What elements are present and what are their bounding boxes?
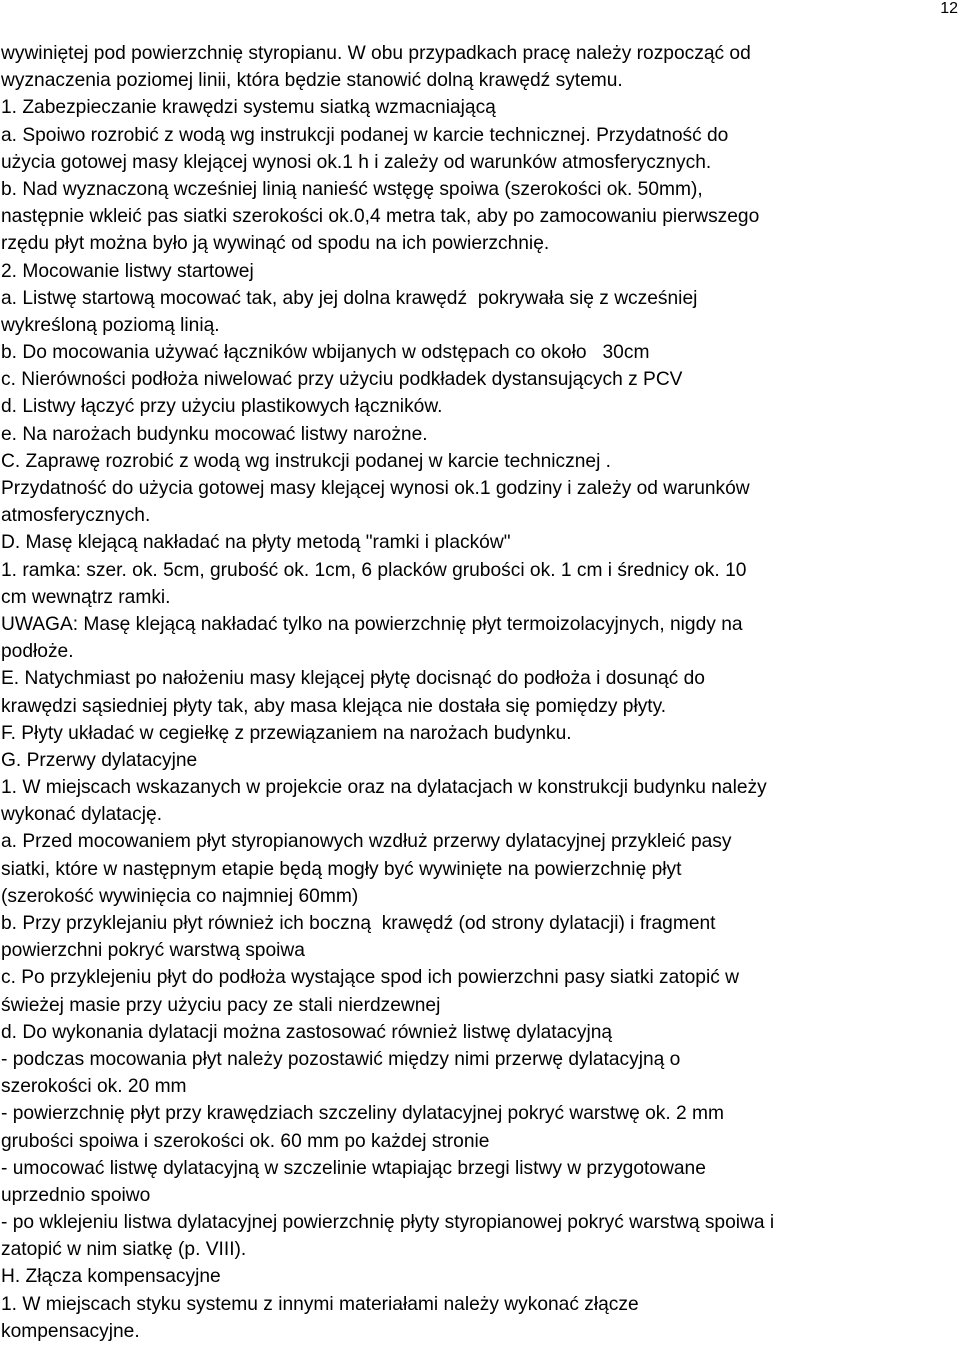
text-line: cm wewnątrz ramki. [1,586,171,608]
text-line: d. Do wykonania dylatacji można zastosować również listwę dylatacyjną [1,1021,613,1043]
text-line: e. Na narożach budynku mocować listwy narożne. [1,423,428,445]
text-line: 1. ramka: szer. ok. 5cm, grubość ok. 1cm, 6 placków grubości ok. 1 cm i średnicy ok. 10 [1,559,747,581]
document-body [1,40,959,1372]
text-line: - powierzchnię płyt przy krawędziach szczeliny dylatacyjnej pokryć warstwę ok. 2 mm [1,1103,724,1125]
text-line: a. Spoiwo rozrobić z wodą wg instrukcji podanej w karcie technicznej. Przydatność do [1,124,729,146]
text-line: wykreśloną poziomą linią. [1,314,220,336]
text-line: Przydatność do użycia gotowej masy klejącej wynosi ok.1 godziny i zależy od warunków [1,478,750,499]
text-line: a. Listwę startową mocować tak, aby jej dolna krawędź pokrywała się z wcześniej [1,287,698,309]
text-line: b. Przy przyklejaniu płyt również ich boczną krawędź (od strony dylatacji) i fragment [1,913,716,934]
text-line: b. Do mocowania używać łączników wbijanych w odstępach co około 30cm [1,342,650,364]
text-line: szerokości ok. 20 mm [1,1076,187,1098]
text-line [1,1345,959,1372]
text-line: c. Nierówności podłoża niwelować przy użyciu podkładek dystansujących z PCV [1,369,683,391]
text-line: 2. Mocowanie listwy startowej [1,260,254,282]
text-line: G. Przerwy dylatacyjne [1,749,198,771]
text-line: c. Po przyklejeniu płyt do podłoża wystające spod ich powierzchni pasy siatki zatopić w [1,967,740,989]
text-line: C. Zaprawę rozrobić z wodą wg instrukcji podanej w karcie technicznej . [1,450,611,472]
text-line: d. Listwy łączyć przy użyciu plastikowych łączników. [1,396,443,418]
text-line: uprzednio spoiwo [1,1184,151,1206]
text-line: 1. Zabezpieczanie krawędzi systemu siatką wzmacniającą [1,97,496,119]
text-line: (szerokość wywinięcia co najmniej 60mm) [1,885,359,907]
text-line: E. Natychmiast po nałożeniu masy klejącej płytę docisnąć do podłoża i dosunąć do [1,668,705,690]
text-line: siatki, które w następnym etapie będą mogły być wywinięte na powierzchnię płyt [1,858,682,880]
text-line: świeżej masie przy użyciu pacy ze stali nierdzewnej [1,994,441,1016]
page-number: 12 [940,0,958,17]
text-line: UWAGA: Masę klejącą nakładać tylko na powierzchnię płyt termoizolacyjnych, nigdy na [1,613,743,635]
text-line: F. Płyty układać w cegiełkę z przewiązaniem na narożach budynku. [1,722,572,744]
text-line: użycia gotowej masy klejącej wynosi ok.1 h i zależy od warunków atmosferycznych. [1,151,712,173]
text-line: a. Przed mocowaniem płyt styropianowych wzdłuż przerwy dylatacyjnej przykleić pasy [1,831,732,853]
text-line: atmosferycznych. [1,505,151,527]
text-line: - podczas mocowania płyt należy pozostawić między nimi przerwę dylatacyjną o [1,1048,681,1070]
text-line: kompensacyjne. [1,1320,140,1342]
text-line: krawędzi sąsiedniej płyty tak, aby masa klejąca nie dostała się pomiędzy płyty. [1,695,667,717]
text-line: zatopić w nim siatkę (p. VIII). [1,1239,247,1261]
text-line: 1. W miejscach styku systemu z innymi materiałami należy wykonać złącze [1,1293,639,1315]
text-line: następnie wkleić pas siatki szerokości ok.0,4 metra tak, aby po zamocowaniu pierwszego [1,206,760,228]
text-line: H. Złącza kompensacyjne [1,1266,221,1288]
text-line: 1. W miejscach wskazanych w projekcie oraz na dylatacjach w konstrukcji budynku należy [1,777,767,799]
text-line: wykonać dylatację. [1,804,163,826]
text-line: b. Nad wyznaczoną wcześniej linią nanieść wstęgę spoiwa (szerokości ok. 50mm), [1,178,703,200]
text-line: - umocować listwę dylatacyjną w szczelinie wtapiając brzegi listwy w przygotowane [1,1157,706,1179]
text-line: grubości spoiwa i szerokości ok. 60 mm po każdej stronie [1,1130,490,1152]
text-line: - po wklejeniu listwa dylatacyjnej powierzchnię płyty styropianowej pokryć warstwą spoiwa i [1,1212,775,1234]
text-line: podłoże. [1,641,74,663]
text-line: wywiniętej pod powierzchnię styropianu. W obu przypadkach pracę należy rozpocząć od [1,43,751,64]
text-line: D. Masę klejącą nakładać na płyty metodą "ramki i placków" [1,532,511,554]
text-line: powierzchni pokryć warstwą spoiwa [1,940,305,962]
text-line: rzędu płyt można było ją wywinąć od spodu na ich powierzchnię. [1,233,550,255]
text-line: wyznaczenia poziomej linii, która będzie stanowić dolną krawędź sytemu. [1,70,623,92]
